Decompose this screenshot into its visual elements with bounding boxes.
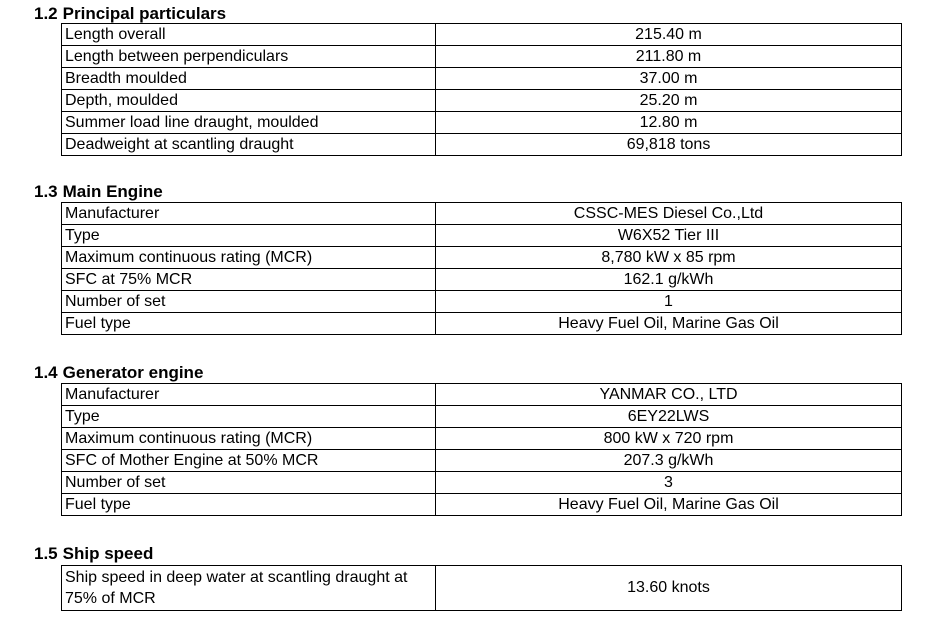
table-row [62,450,902,472]
row-value: 37.00 m [436,68,902,90]
table-row [62,428,902,450]
section-number: 1.5 [34,544,58,563]
row-value: YANMAR CO., LTD [436,384,902,406]
table-row [62,291,902,313]
section-number: 1.3 [34,182,58,201]
row-label: SFC of Mother Engine at 50% MCR [62,450,436,472]
row-value: 1 [436,291,902,313]
table-row [62,472,902,494]
row-label: Breadth moulded [62,68,436,90]
row-value: 162.1 g/kWh [436,269,902,291]
section-title: Principal particulars [62,4,227,23]
row-value: 69,818 tons [436,134,902,156]
table-row [62,494,902,516]
row-value: 13.60 knots [436,566,902,611]
section-heading-main-engine [34,182,163,202]
row-label: Length overall [62,24,436,46]
table-row [62,134,902,156]
section-title: Generator engine [62,363,204,382]
row-label: SFC at 75% MCR [62,269,436,291]
row-value: 25.20 m [436,90,902,112]
table-row [62,225,902,247]
section-number: 1.4 [34,363,58,382]
section-title: Main Engine [62,182,163,201]
table-row [62,384,902,406]
row-label: Maximum continuous rating (MCR) [62,247,436,269]
row-value: 8,780 kW x 85 rpm [436,247,902,269]
table-row [62,247,902,269]
row-value: CSSC-MES Diesel Co.,Ltd [436,203,902,225]
row-label: Ship speed in deep water at scantling draught at 75% of MCR [62,566,436,611]
row-label: Summer load line draught, moulded [62,112,436,134]
section-title: Ship speed [62,544,154,563]
section-number: 1.2 [34,4,58,23]
row-value: 215.40 m [436,24,902,46]
generator-engine-table [61,383,902,516]
row-value: 800 kW x 720 rpm [436,428,902,450]
row-label: Number of set [62,472,436,494]
row-value: Heavy Fuel Oil, Marine Gas Oil [436,313,902,335]
row-value: 207.3 g/kWh [436,450,902,472]
table-row [62,203,902,225]
row-value: 6EY22LWS [436,406,902,428]
row-label: Number of set [62,291,436,313]
table-row [62,406,902,428]
main-engine-table [61,202,902,335]
table-row [62,90,902,112]
row-label: Maximum continuous rating (MCR) [62,428,436,450]
section-heading-ship-speed [34,544,153,564]
row-label: Deadweight at scantling draught [62,134,436,156]
table-row [62,112,902,134]
table-row [62,68,902,90]
row-value: W6X52 Tier III [436,225,902,247]
ship-speed-table [61,565,902,611]
row-label: Length between perpendiculars [62,46,436,68]
row-label: Type [62,225,436,247]
row-value: 12.80 m [436,112,902,134]
table-row [62,566,902,611]
section-heading-generator-engine [34,363,203,383]
section-heading-principal-particulars [34,4,226,24]
principal-particulars-table [61,23,902,156]
row-label: Type [62,406,436,428]
row-value: 211.80 m [436,46,902,68]
row-value: 3 [436,472,902,494]
table-row [62,24,902,46]
row-label: Fuel type [62,313,436,335]
row-value: Heavy Fuel Oil, Marine Gas Oil [436,494,902,516]
table-row [62,313,902,335]
row-label: Fuel type [62,494,436,516]
table-row [62,269,902,291]
row-label: Depth, moulded [62,90,436,112]
table-row [62,46,902,68]
row-label: Manufacturer [62,384,436,406]
row-label: Manufacturer [62,203,436,225]
